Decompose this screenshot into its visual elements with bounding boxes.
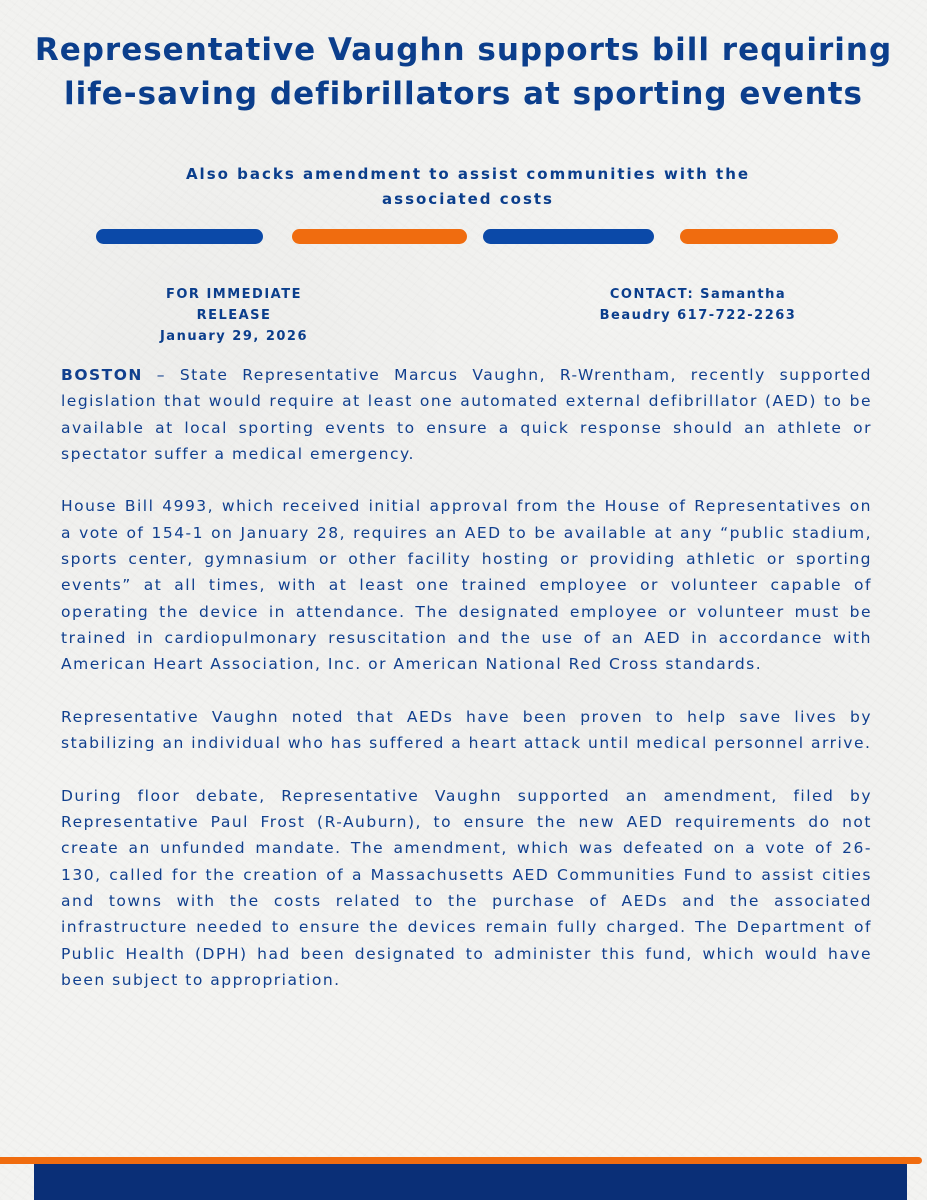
decorative-bar-blue-1 (96, 229, 263, 244)
paragraph-3: Representative Vaughn noted that AEDs have been proven to help save lives by stabilizing an individual who has suffered a heart attack until medical personnel arrive. (61, 707, 872, 753)
paragraph-4: During floor debate, Representative Vaughn supported an amendment, filed by Representative Paul Frost (R-Auburn), to ensure the new AED requirements do not create an unfunded mandate. The amendment, which was defeated on a vote of 26-130, called for the creation of a Massachusetts AED Communities Fund to assist cities and towns with the costs related to the purchase of AEDs and the associated infrastructure needed to ensure the devices remain fully charged. The Department of Public Health (DPH) had been designated to administer this fund, which would have been subject to appropriation. (61, 786, 872, 989)
contact-line-2: Beaudry 617-722-2263 (599, 308, 797, 323)
decorative-bar-orange-1 (292, 229, 467, 244)
dateline: BOSTON (61, 366, 143, 384)
release-date: January 29, 2026 (159, 329, 309, 344)
paragraph-1-text: – State Representative Marcus Vaughn, R-Wrentham, recently supported legislation that would require at least one automated external defibrillator (AED) to be available at local sporting events to ensure a quick response should an athlete or spectator suffer a medical emergency. (61, 366, 872, 463)
contact-info (578, 284, 818, 326)
release-info (148, 284, 320, 347)
article-body (61, 362, 872, 1019)
footer-orange-line (0, 1157, 922, 1164)
footer-blue-block (34, 1164, 907, 1200)
release-line-2: RELEASE (196, 308, 272, 323)
release-line-1: FOR IMMEDIATE (166, 287, 302, 302)
decorative-bar-orange-2 (680, 229, 838, 244)
paragraph-1 (61, 362, 872, 467)
paragraph-2: House Bill 4993, which received initial approval from the House of Representatives on a vote of 154-1 on January 28, requires an AED to be available at any “public stadium, sports center, gymnasium or other facility hosting or providing athletic or sporting events” at all times, with at least one trained employee or volunteer capable of operating the device in attendance. The designated employee or volunteer must be trained in cardiopulmonary resuscitation and the use of an AED in accordance with American Heart Association, Inc. or American National Red Cross standards. (61, 497, 872, 674)
headline: Representative Vaughn supports bill requiring life-saving defibrillators at sporting events (34, 32, 893, 112)
subheadline: Also backs amendment to assist communities with the associated costs (185, 165, 751, 208)
decorative-bar-blue-2 (483, 229, 654, 244)
contact-line-1: CONTACT: Samantha (609, 287, 787, 302)
